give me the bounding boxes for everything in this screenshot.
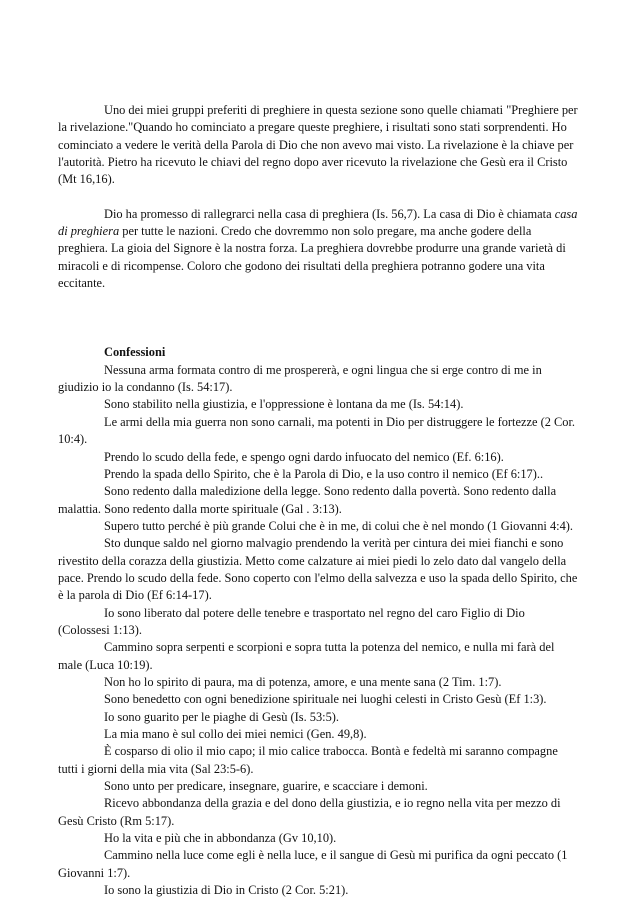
confession-item: Ricevo abbondanza della grazia e del dono della giustizia, e io regno nella vita per mezzo di Gesù Cristo (Rm 5:17). (58, 796, 561, 828)
confessions-heading: Confessioni (104, 345, 166, 360)
confession-item: È cosparso di olio il mio capo; il mio calice trabocca. Bontà e fedeltà mi saranno compagne tutti i giorni della mia vita (Sal 23:5-6). (58, 744, 558, 776)
confession-item: Ho la vita e più che in abbondanza (Gv 10,10). (104, 831, 337, 846)
confession-item: Supero tutto perché è più grande Colui che è in me, di colui che è nel mondo (1 Giovanni 4:4). (104, 518, 573, 533)
document-page (58, 102, 578, 899)
section-spacer (58, 292, 578, 344)
confessions-list (58, 362, 578, 899)
confession-item: Cammino sopra serpenti e scorpioni e sopra tutta la potenza del nemico, e nulla mi farà del male (Luca 10:19). (58, 640, 555, 672)
confession-item: Cammino nella luce come egli è nella luce, e il sangue di Gesù mi purifica da ogni peccato (1 Giovanni 1:7). (58, 848, 568, 880)
intro-paragraph-2 (58, 206, 578, 293)
confession-item: Le armi della mia guerra non sono carnali, ma potenti in Dio per distruggere le fortezze (2 Cor. 10:4). (58, 414, 576, 447)
confession-item: Io sono liberato dal potere delle tenebre e trasportato nel regno del caro Figlio di Dio (Colossesi 1:13). (58, 605, 525, 637)
confession-item: Sono stabilito nella giustizia, e l'oppressione è lontana da me (Is. 54:14). (104, 397, 464, 412)
paragraph-spacer (58, 189, 578, 206)
confession-item: Prendo la spada dello Spirito, che è la Parola di Dio, e la uso contro il nemico (Ef 6:17).. (104, 466, 544, 481)
intro-paragraph-1: Uno dei miei gruppi preferiti di preghiere in questa sezione sono quelle chiamati "Preghiere per la rivelazione."Quando ho cominciato a pregare queste preghiere, i risultati sono stati sorprendenti. Ho cominciato a vedere le verità della Parola di Dio che non avevo mai visto. La rivelazione è la chiave per l'autorità. Pietro ha ricevuto le chiavi del regno dopo aver ricevuto la rivelazione che Gesù era il Cristo (Mt 16,16). (58, 103, 578, 187)
intro-paragraph-2-text-a: Dio ha promesso di rallegrarci nella casa di preghiera (Is. 56,7). La casa di Dio è chiamata (104, 206, 555, 221)
confession-item: Sono redento dalla maledizione della legge. Sono redento dalla povertà. Sono redento dalla malattia. Sono redento dalla morte spirituale (Gal . 3:13). (58, 484, 557, 516)
confession-item: Sto dunque saldo nel giorno malvagio prendendo la verità per cintura dei miei fianchi e sono rivestito della corazza della giustizia. Metto come calzature ai miei piedi lo zelo dato dal vangelo della pace. Prendo lo scudo della fede. Sono coperto con l'elmo della salvezza e uso la spada dello Spirito, che è la parola di Dio (Ef 6:14-17). (58, 536, 578, 603)
confession-item: Nessuna arma formata contro di me prospererà, e ogni lingua che si erge contro di me in giudizio io la condanno (Is. 54:17). (58, 362, 542, 395)
confession-item: La mia mano è sul collo dei miei nemici (Gen. 49,8). (104, 727, 367, 741)
confession-item: Non ho lo spirito di paura, ma di potenza, amore, e una mente sana (2 Tim. 1:7). (104, 674, 502, 689)
confession-item: Sono benedetto con ogni benedizione spirituale nei luoghi celesti in Cristo Gesù (Ef 1:3). (104, 692, 547, 707)
intro-paragraph-2-italic: casa di preghiera (58, 206, 578, 239)
confession-item: Io sono la giustizia di Dio in Cristo (2 Cor. 5:21). (104, 883, 349, 898)
confession-item: Sono unto per predicare, insegnare, guarire, e scacciare i demoni. (104, 779, 428, 794)
confession-item: Prendo lo scudo della fede, e spengo ogni dardo infuocato del nemico (Ef. 6:16). (104, 449, 504, 464)
intro-paragraph-2-text-b: per tutte le nazioni. Credo che dovremmo non solo pregare, ma anche godere della preghiera. La gioia del Signore è la nostra forza. La preghiera dovrebbe produrre una grande varietà di miracoli e di ricompense. Coloro che godono dei risultati della preghiera potranno godere una vita eccitante. (58, 224, 566, 291)
confession-item: Io sono guarito per le piaghe di Gesù (Is. 53:5). (104, 709, 340, 724)
